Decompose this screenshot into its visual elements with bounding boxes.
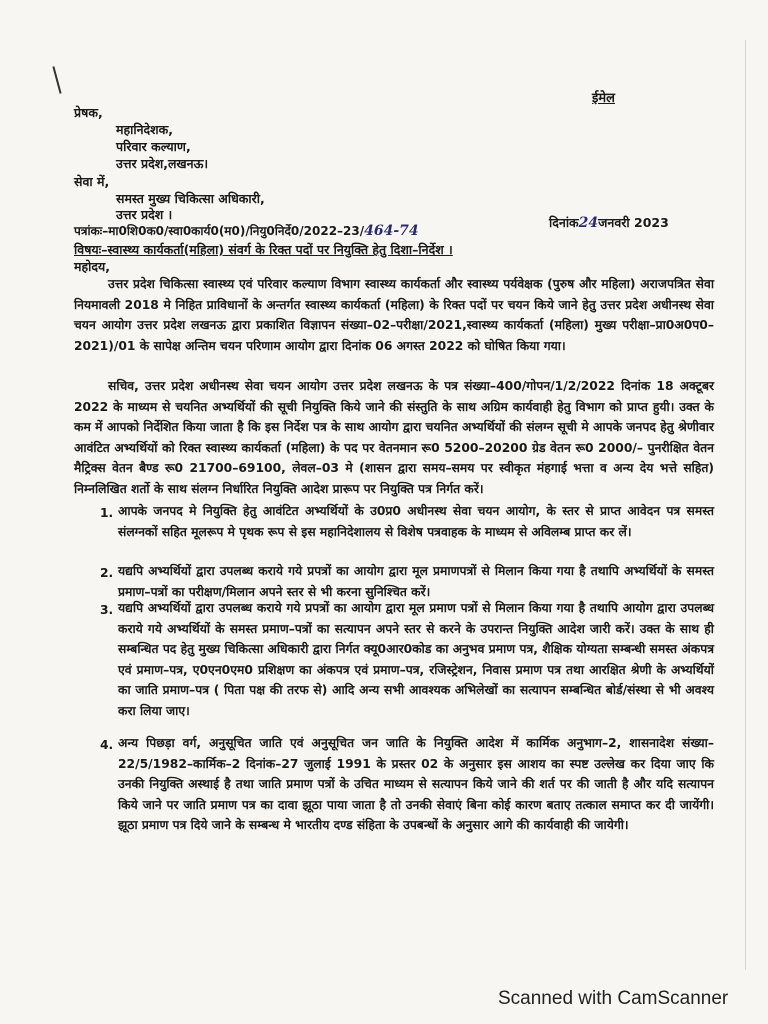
- subject-line: विषयः–स्वास्थ्य कार्यकर्ता(महिला) संवर्ग के रिक्त पदों पर नियुक्ति हेतु दिशा–निर्देश ।: [74, 242, 453, 257]
- item-number: 4.: [100, 738, 114, 752]
- pen-tick-mark: [52, 66, 61, 94]
- recipient-line-2: उत्तर प्रदेश ।: [116, 207, 173, 222]
- item-number: 3.: [100, 603, 114, 617]
- camscanner-watermark: Scanned with CamScanner: [498, 988, 729, 1009]
- reference-printed: पत्रांकः–मा0शि0क0/स्वा0कार्य0(म0)/नियु0निर्दे0/2022–23/: [74, 224, 365, 238]
- date-handwritten-day: 24: [578, 215, 599, 231]
- list-item: यद्यपि अभ्यर्थियों द्वारा उपलब्ध कराये गये प्रपत्रों का आयोग द्वारा मूल प्रमाणपत्रों से मिलान किया गया है तथापि अभ्यर्थियों के समस्त प्रमाण–पत्रों का परीक्षण/मिलान अपने स्तर से भी करना सुनिश्चित करें।: [118, 564, 714, 599]
- sender-line-2: परिवार कल्याण,: [116, 139, 191, 154]
- reference-handwritten: 464-74: [364, 223, 419, 239]
- date-suffix: जनवरी 2023: [598, 215, 669, 230]
- recipient-line-1: समस्त मुख्य चिकित्सा अधिकारी,: [116, 191, 265, 206]
- page-edge-line: [745, 40, 746, 970]
- salutation: महोदय,: [74, 259, 110, 274]
- list-item: आपके जनपद मे नियुक्ति हेतु आवंटित अभ्यर्थियों के उ0प्र0 अधीनस्थ सेवा चयन आयोग, के स्तर से प्राप्त आवेदन पत्र समस्त संलग्नकों सहित मूलरूप मे पृथक रूप से इस महानिदेशालय से विशेष पत्रवाहक के माध्यम से अविलम्ब प्राप्त कर लें।: [118, 504, 714, 539]
- email-label: ईमेल: [592, 91, 615, 106]
- list-item: अन्य पिछड़ा वर्ग, अनुसूचित जाति एवं अनुसूचित जन जाति के नियुक्ति आदेश में कार्मिक अनुभाग–2, शासनादेश संख्या–22/5/1982–कार्मिक–2 दिनांक–27 जुलाई 1991 के प्रस्तर 02 के अनुसार इस आशय का स्पष्ट उल्लेख कर दिया जाए कि उनकी नियुक्ति अस्थाई है तथा जाति प्रमाण पत्रों के उचित माध्यम से सत्यापन किये जाने की शर्त पर की जाती है और यदि सत्यापन किये जाने पर जाति प्रमाण पत्र का दावा झूठा पाया जाता है तो उनकी सेवाएं बिना कोई कारण बताए तत्काल समाप्त कर दी जायेंगी। झूठा प्रमाण पत्र दिये जाने के सम्बन्ध मे भारतीय दण्ड संहिता के उपबन्धों के अनुसार आगे की कार्यवाही की जायेगी।: [118, 736, 714, 832]
- sender-line-3: उत्तर प्रदेश,लखनऊ।: [116, 156, 209, 171]
- sender-line-1: महानिदेशक,: [116, 122, 174, 137]
- list-item: यद्यपि अभ्यर्थियों द्वारा उपलब्ध कराये गये प्रपत्रों का आयोग द्वारा मूल प्रमाण पत्रों से मिलान किया गया है तथापि आयोग द्वारा उपलब्ध कराये गये अभ्यर्थियों के समस्त प्रमाण–पत्रों का सत्यापन अपने स्तर से करने के उपरान्त नियुक्ति आदेश जारी करें। उक्त के साथ ही सम्बन्धित पद हेतु मुख्य चिकित्सा अधिकारी द्वारा निर्गत क्यू0आर0कोड का अनुभव प्रमाण पत्र, शैक्षिक योग्यता सम्बन्धी समस्त अंकपत्र एवं प्रमाण–पत्र, ए0एन0एम0 प्रशिक्षण का अंकपत्र एवं प्रमाण–पत्र, रजिस्ट्रेशन, निवास प्रमाण पत्र तथा आरक्षित श्रेणी के अभ्यर्थियों का जाति प्रमाण–पत्र ( पिता पक्ष की तरफ से) आदि अन्य सभी आवश्यक अभिलेखों का सत्यापन सम्बन्धित बोर्ड/संस्था से भी अवश्य करा लिया जाए।: [118, 601, 714, 718]
- paragraph-2: सचिव, उत्तर प्रदेश अधीनस्थ सेवा चयन आयोग उत्तर प्रदेश लखनऊ के पत्र संख्या–400/गोपन/1/2/2022 दिनांक 18 अक्टूबर 2022 के माध्यम से चयनित अभ्यर्थियों की सूची नियुक्ति किये जाने की संस्तुति के साथ अग्रिम कार्यवाही हेतु विभाग को प्राप्त हुयी। उक्त के कम में आपको निर्देशित किया जाता है कि इस निर्देश पत्र के साथ आयोग द्वारा चयनित अभ्यर्थियों की संलग्न सूची मे आपके जनपद हेतु श्रेणीवार आवंटित अभ्यर्थियों को रिक्त स्वास्थ्य कार्यकर्ता (महिला) के पद पर वेतनमान रू0 5200–20200 ग्रेड वेतन रू0 2000/– पुनरीक्षित वेतन मैट्रिक्स वेतन बैण्ड रू0 21700–69100, लेवल–03 मे (शासन द्वारा समय–समय पर स्वीकृत मंहगाई भत्ता व अन्य देय भत्ते सहित) निम्नलिखित शर्तो के साथ संलग्न निर्धारित नियुक्ति आदेश प्रारूप पर नियुक्ति पत्र निर्गत करें।: [74, 379, 714, 496]
- date-prefix: दिनांक: [549, 215, 579, 230]
- recipient-label: सेवा में,: [74, 174, 110, 189]
- sender-label: प्रेषक,: [74, 105, 103, 120]
- paragraph-1: उत्तर प्रदेश चिकित्सा स्वास्थ्य एवं परिवार कल्याण विभाग स्वास्थ्य कार्यकर्ता और स्वास्थ्य पर्यवेक्षक (पुरुष और महिला) अराजपत्रित सेवा नियमावली 2018 मे निहित प्राविधानों के अन्तर्गत स्वास्थ्य कार्यकर्ता (महिला) के रिक्त पदों पर चयन किये जाने हेतु उत्तर प्रदेश अधीनस्थ सेवा चयन आयोग उत्तर प्रदेश लखनऊ द्वारा प्रकाशित विज्ञापन संख्या–02–परीक्षा/2021,स्वास्थ्य कार्यकर्ता (महिला) मुख्य परीक्षा–प्रा0अ0प0–2021)/01 के सापेक्ष अन्तिम चयन परिणाम आयोग द्वारा दिनांक 06 अगस्त 2022 को घोषित किया गया।: [74, 277, 714, 353]
- item-number: 1.: [100, 506, 114, 520]
- letter-date: [549, 214, 669, 231]
- item-number: 2.: [100, 566, 114, 580]
- reference-number: [74, 222, 419, 239]
